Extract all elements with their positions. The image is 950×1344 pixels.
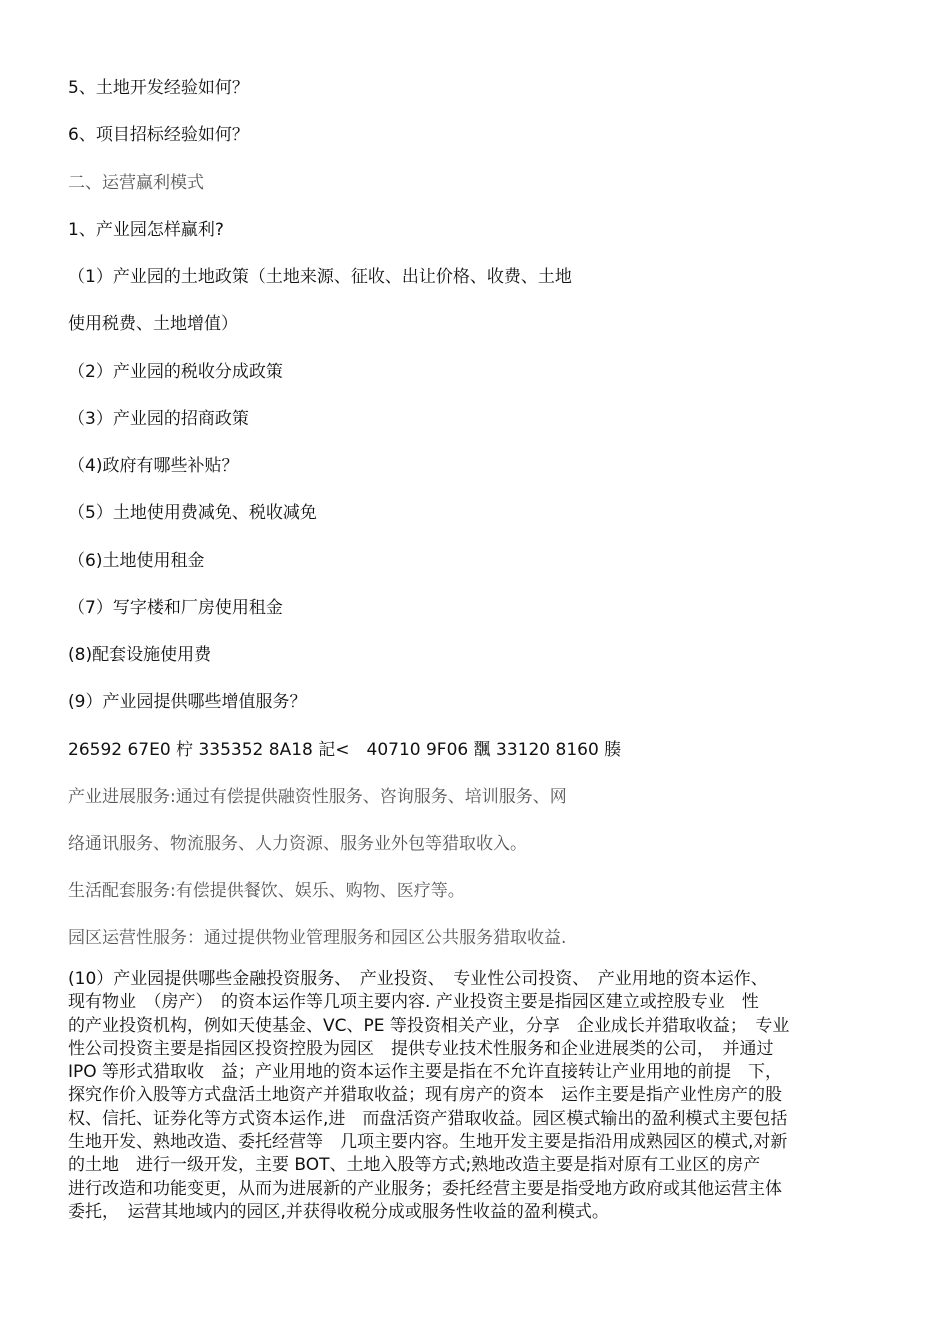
item-value-added: (9）产业园提供哪些增值服务？ bbox=[68, 692, 307, 712]
item-land-policy: （1）产业园的土地政策（土地来源、征收、出让价格、收费、土地 bbox=[68, 267, 572, 287]
garbled-code-line: 26592 67E0 柠 335352 8A18 記< 40710 9F06 飁 33120 8160 腠 bbox=[68, 740, 622, 760]
paragraph-line: 的土地 进行一级开发，主要 BOT、土地入股等方式;熟地改造主要是指对原有工业区的房产 bbox=[68, 1155, 761, 1176]
paragraph-line: (10）产业园提供哪些金融投资服务、 产业投资、 专业性公司投资、 产业用地的资本运作、 bbox=[68, 969, 768, 989]
question-bidding: 6、项目招标经验如何？ bbox=[68, 125, 249, 145]
paragraph-line: 的产业投资机构，例如天使基金、VC、PE 等投资相关产业，分享 企业成长并猎取收益； 专业 bbox=[68, 1015, 790, 1036]
industry-service-line2: 络通讯服务、物流服务、人力资源、服务业外包等猎取收入。 bbox=[68, 834, 527, 854]
financial-service-paragraph bbox=[68, 968, 890, 1224]
paragraph-line: 探究作价入股等方式盘活土地资产并猎取收益；现有房产的资本 运作主要是指产业性房产的股 bbox=[68, 1085, 782, 1106]
life-service: 生活配套服务:有偿提供餐饮、娱乐、购物、医疗等。 bbox=[68, 881, 465, 901]
park-operation-service: 园区运营性服务：通过提供物业管理服务和园区公共服务猎取收益. bbox=[68, 928, 567, 948]
item-office-rent: （7）写字楼和厂房使用租金 bbox=[68, 598, 283, 618]
item-fee-reduction: （5）土地使用费减免、税收减免 bbox=[68, 503, 317, 523]
item-investment-policy: （3）产业园的招商政策 bbox=[68, 409, 249, 429]
paragraph-line: IPO 等形式猎取收 益；产业用地的资本运作主要是指在不允许直接转让产业用地的前提 下， bbox=[68, 1062, 783, 1083]
paragraph-line: 现有物业 （房产） 的资本运作等几项主要内容. 产业投资主要是指园区建立或控股专业 性 bbox=[68, 992, 759, 1013]
item-facility-fee: (8)配套设施使用费 bbox=[68, 645, 212, 665]
paragraph-line: 委托， 运营其地域内的园区,并获得收税分成或服务性收益的盈利模式。 bbox=[68, 1201, 609, 1222]
item-land-rent: （6)土地使用租金 bbox=[68, 551, 205, 571]
item-subsidies: （4)政府有哪些补贴？ bbox=[68, 456, 239, 476]
item-tax-policy: （2）产业园的税收分成政策 bbox=[68, 362, 283, 382]
question-profit: 1、产业园怎样赢利? bbox=[68, 220, 224, 240]
industry-service-line1: 产业进展服务:通过有偿提供融资性服务、咨询服务、培训服务、网 bbox=[68, 787, 567, 807]
paragraph-line: 生地开发、熟地改造、委托经营等 几项主要内容。生地开发主要是指沿用成熟园区的模式,对新 bbox=[68, 1132, 788, 1153]
paragraph-line: 性公司投资主要是指园区投资控股为园区 提供专业技术性服务和企业进展类的公司， 并通过 bbox=[68, 1038, 774, 1059]
question-land-development: 5、土地开发经验如何？ bbox=[68, 78, 249, 98]
paragraph-line: 权、信托、证券化等方式资本运作,进 而盘活资产猎取收益。园区模式输出的盈利模式主要包括 bbox=[68, 1108, 788, 1129]
item-land-policy-cont: 使用税费、土地增值） bbox=[68, 314, 238, 334]
section-heading: 二、运营赢利模式 bbox=[68, 173, 204, 193]
paragraph-line: 进行改造和功能变更，从而为进展新的产业服务；委托经营主要是指受地方政府或其他运营主体 bbox=[68, 1178, 782, 1199]
